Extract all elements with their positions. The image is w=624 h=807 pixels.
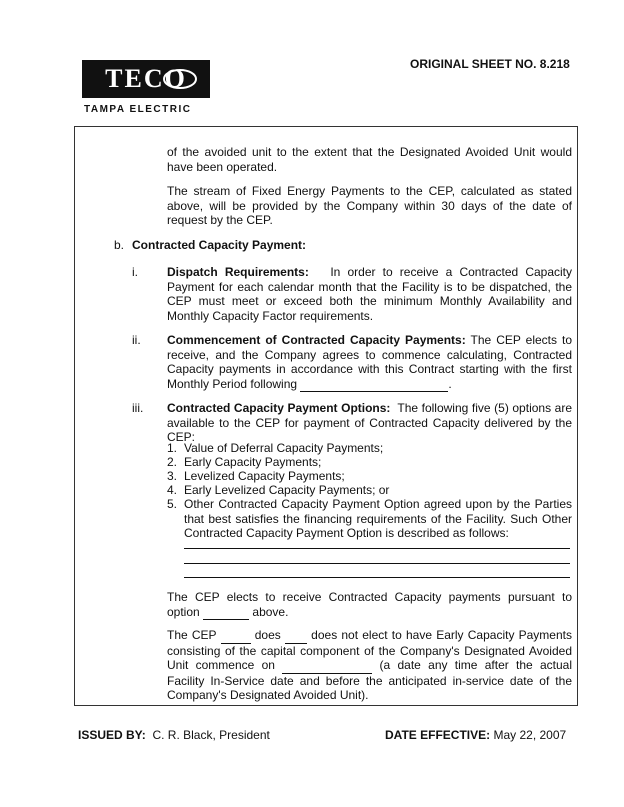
item-ii-numeral: ii. <box>132 333 141 347</box>
early-text-4: (a date any time after the actual Facility In-Service date and before the anticipated in-service date of the Company's Designated Avoided Unit). <box>167 658 573 702</box>
option-1-number: 1. <box>167 441 178 455</box>
option-5-text: Other Contracted Capacity Payment Option agreed upon by the Parties that best satisfies the financing requirements of the Facility. Such Other Contracted Capacity Payment Option is described as follows: <box>184 497 572 540</box>
early-text-3: does not elect to have Early Capacity Payments consisting of the capital component of the Company's Designated Avoided Unit commence on <box>167 628 572 672</box>
elect-option-text: The CEP elects to receive Contracted Capacity payments pursuant to option <box>167 590 572 619</box>
intro-paragraph-2: The stream of Fixed Energy Payments to the CEP, calculated as stated above, will be provided by the Company within 30 days of the date of request by the CEP. <box>167 184 572 227</box>
option-2-text: Early Capacity Payments; <box>184 455 322 469</box>
option-1-text: Value of Deferral Capacity Payments; <box>184 441 384 455</box>
sheet-number: ORIGINAL SHEET NO. 8.218 <box>410 57 570 71</box>
item-iii-title: Contracted Capacity Payment Options: <box>167 401 391 415</box>
description-line-1[interactable] <box>184 548 570 549</box>
section-b-title: Contracted Capacity Payment: <box>132 238 307 252</box>
monthly-period-blank[interactable] <box>300 377 448 393</box>
item-i-title: Dispatch Requirements: <box>167 265 309 279</box>
date-effective-label: DATE EFFECTIVE: <box>385 728 491 742</box>
does-not-blank[interactable] <box>285 628 307 644</box>
date-effective <box>385 728 566 743</box>
item-iii-numeral: iii. <box>132 401 144 415</box>
description-line-2[interactable] <box>184 563 570 564</box>
item-iii-text <box>167 401 572 445</box>
option-4-number: 4. <box>167 483 178 497</box>
option-2-number: 2. <box>167 455 178 469</box>
item-i-numeral: i. <box>132 265 138 279</box>
option-3-number: 3. <box>167 469 178 483</box>
issued-by <box>78 728 270 743</box>
elect-option-paragraph <box>167 590 572 620</box>
item-i-body: In order to receive a Contracted Capacity Payment for each calendar month that the Facility is to be dispatched, the CEP must meet or exceed both the minimum Monthly Availability and Monthly Capacity Factor requirements. <box>167 265 573 323</box>
issued-by-label: ISSUED BY: <box>78 728 146 742</box>
commence-date-blank[interactable] <box>282 658 372 674</box>
elect-option-above: above. <box>252 604 289 619</box>
early-capacity-paragraph <box>167 628 572 703</box>
does-blank[interactable] <box>221 628 251 644</box>
early-text-1: The CEP <box>167 628 217 642</box>
option-number-blank[interactable] <box>203 605 249 621</box>
item-ii-text <box>167 333 572 392</box>
description-line-3[interactable] <box>184 577 570 578</box>
logo-subtitle: TAMPA ELECTRIC <box>84 104 192 115</box>
section-b-marker: b. <box>114 238 125 252</box>
early-text-2: does <box>254 628 281 642</box>
option-5-number: 5. <box>167 497 178 511</box>
date-effective-value: May 22, 2007 <box>493 728 567 742</box>
item-iii-body: The following five (5) options are available to the CEP for payment of Contracted Capacity delivered by the CEP: <box>167 401 572 444</box>
item-ii-end: . <box>448 376 452 391</box>
issued-by-value: C. R. Black, President <box>152 728 270 742</box>
option-4-text: Early Levelized Capacity Payments; or <box>184 483 390 497</box>
logo-text: TECO <box>105 64 187 93</box>
item-ii-title: Commencement of Contracted Capacity Payments: <box>167 333 466 347</box>
option-3-text: Levelized Capacity Payments; <box>184 469 345 483</box>
item-i-text <box>167 265 572 323</box>
intro-paragraph-1: of the avoided unit to the extent that the Designated Avoided Unit would have been operated. <box>167 145 572 174</box>
item-ii-body: The CEP elects to receive, and the Company agrees to commence calculating, Contracted Capacity payments in accordance with this Contract starting with the first Monthly Period following <box>167 333 572 391</box>
